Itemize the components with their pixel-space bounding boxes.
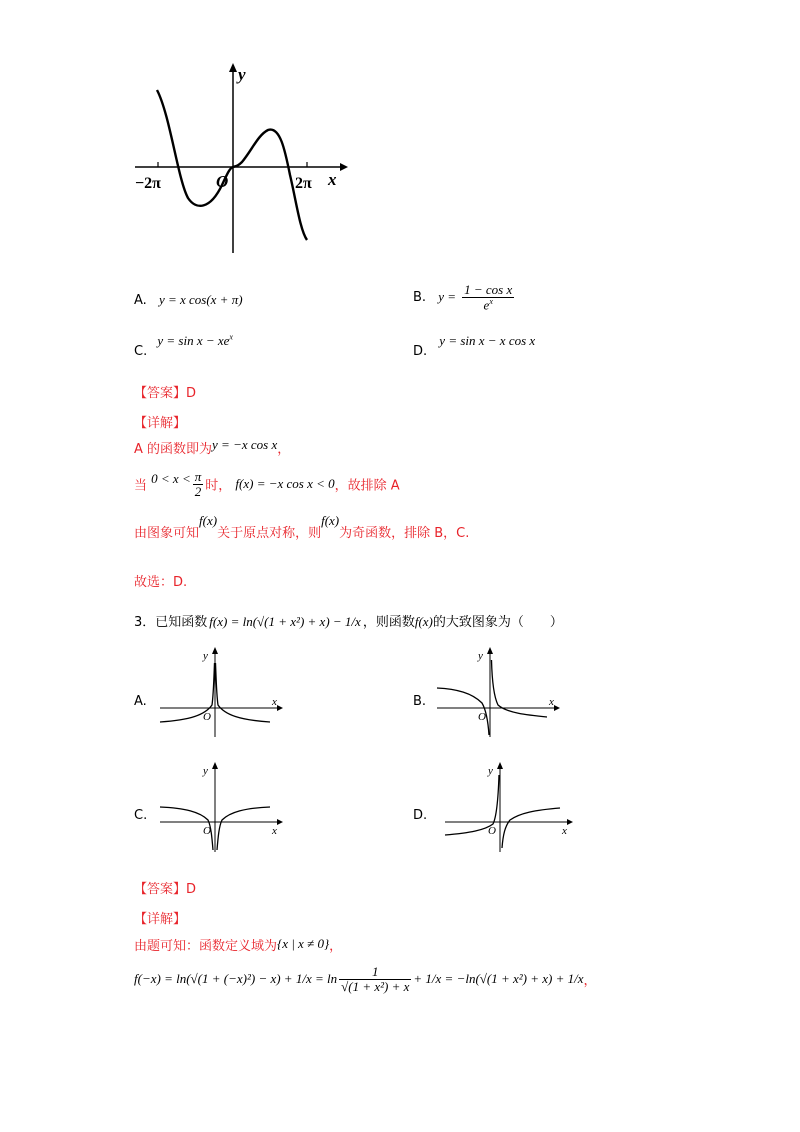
- q2-function-graph: [130, 60, 350, 260]
- option-d-label: D.: [413, 344, 428, 359]
- q3-line2-fraction: [339, 965, 411, 993]
- q2-detail-line3: [134, 513, 470, 541]
- q2-line2-frac-num: π: [194, 469, 202, 484]
- q3-line2-frac-den: √(1 + x²) + x: [341, 978, 410, 994]
- q3-option-c-label[interactable]: C.: [134, 808, 148, 823]
- q3b-x-label: x: [549, 696, 554, 708]
- q2-line2-math: f(x) = −x cos x < 0: [235, 476, 335, 492]
- option-b-prefix: y =: [438, 289, 456, 305]
- q3c-origin: O: [203, 825, 211, 837]
- q2-option-c[interactable]: [134, 333, 233, 360]
- q2-line3-fx1: f(x): [199, 513, 218, 528]
- q3-line2-frac-num: 1: [339, 965, 411, 980]
- q2-line2-frac-den: 2: [194, 483, 202, 499]
- option-b-label: B.: [413, 289, 427, 305]
- q2-option-d[interactable]: [413, 333, 536, 359]
- q3a-origin: O: [203, 711, 211, 723]
- q3-line2-math-a: f(−x) = ln(√(1 + (−x)²) − x) + 1/x = ln: [134, 971, 338, 987]
- q3-option-b-graph[interactable]: [432, 645, 562, 740]
- q3-line2-math-b: + 1/x = −ln(√(1 + x²) + x) + 1/x: [413, 971, 584, 987]
- q2-line1-end: ，: [277, 442, 291, 457]
- q3c-x-label: x: [272, 825, 277, 837]
- q2-detail-title: 【详解】: [134, 416, 187, 431]
- q2-line1-text: A 的函数即为: [134, 442, 213, 457]
- q3d-y-label: y: [488, 765, 493, 777]
- option-b-denominator: e: [483, 296, 490, 312]
- q3-detail-line1: [134, 935, 342, 954]
- q3b-y-label: y: [478, 650, 483, 662]
- q3-line1-end: ，: [329, 939, 343, 954]
- q2-answer: 【答案】D: [134, 386, 197, 401]
- q2-option-a[interactable]: [134, 292, 243, 308]
- q2-option-b[interactable]: [413, 283, 516, 312]
- y-axis-label: y: [238, 65, 246, 84]
- q3c-y-label: y: [203, 765, 208, 777]
- q3a-x-label: x: [272, 696, 277, 708]
- q3-stem-b: ，则函数: [362, 615, 415, 630]
- q3b-origin: O: [478, 711, 486, 723]
- x-axis-arrow: [340, 163, 348, 171]
- q2-detail-line1: [134, 438, 290, 457]
- option-c-formula-text: y = sin x − xe: [157, 333, 230, 349]
- q3-stem-math: f(x) = ln(√(1 + x²) + x) − 1/x: [209, 614, 361, 629]
- q3-option-b-label[interactable]: B.: [413, 694, 427, 709]
- q3-option-d-label[interactable]: D.: [413, 808, 428, 823]
- q2-detail-line4: 故选：D.: [134, 575, 188, 590]
- q2-line2-start: 当: [134, 478, 148, 494]
- q3-stem-fx: f(x): [414, 614, 433, 629]
- q2-line2-mid: 时，: [205, 478, 232, 494]
- q3-line2-end: ，: [583, 973, 597, 989]
- q2-line2-fraction: [193, 470, 204, 498]
- q3-stem-a: 已知函数: [155, 615, 208, 630]
- q2-line3-a: 由图象可知: [134, 526, 200, 541]
- q2-line3-c: 为奇函数，排除 B，C.: [339, 526, 470, 541]
- q3-number: 3．: [134, 615, 156, 630]
- q2-line2-cond: 0 < x <: [151, 471, 191, 487]
- option-c-sup: x: [229, 333, 233, 342]
- q3d-origin: O: [488, 825, 496, 837]
- q3-option-a-graph[interactable]: [155, 645, 285, 740]
- q3-stem-c: 的大致图象为（ ）: [432, 615, 563, 630]
- tick-label-left: −2π: [135, 175, 161, 192]
- q2-line2-end: ，故排除 A: [334, 478, 400, 494]
- q2-line1-math: y = −x cos x: [212, 437, 278, 452]
- q3d-x-label: x: [562, 825, 567, 837]
- q3-answer: 【答案】D: [134, 882, 197, 897]
- option-b-denominator-sup: x: [489, 296, 493, 306]
- q3-line1-math: {x | x ≠ 0}: [277, 936, 330, 951]
- origin-label: O: [216, 172, 229, 191]
- q3-option-c-graph[interactable]: [155, 760, 285, 855]
- option-a-label: A.: [134, 293, 147, 308]
- tick-label-right: 2π: [295, 175, 312, 192]
- option-c-formula: [157, 333, 233, 348]
- q2-line3-b: 关于原点对称，则: [217, 526, 322, 541]
- q3-stem: [134, 611, 563, 630]
- q2-detail-line2: [134, 470, 400, 498]
- q3-line1-text: 由题可知：函数定义域为: [134, 939, 278, 954]
- option-c-label: C.: [134, 344, 148, 360]
- q3-detail-line2: [134, 965, 597, 993]
- q2-line3-fx2: f(x): [321, 513, 340, 528]
- q3a-y-label: y: [203, 650, 208, 662]
- q3-option-a-label[interactable]: A.: [134, 694, 147, 709]
- q3-detail-title: 【详解】: [134, 912, 187, 927]
- q2-curve: [157, 90, 307, 240]
- q3-option-d-graph[interactable]: [440, 760, 575, 855]
- option-d-formula: y = sin x − x cos x: [439, 333, 536, 348]
- x-axis-label: x: [328, 170, 337, 189]
- option-b-numerator: 1 − cos x: [464, 282, 513, 297]
- option-b-fraction: [462, 283, 514, 312]
- option-a-formula: y = x cos(x + π): [158, 292, 243, 307]
- y-axis-arrow: [229, 63, 237, 72]
